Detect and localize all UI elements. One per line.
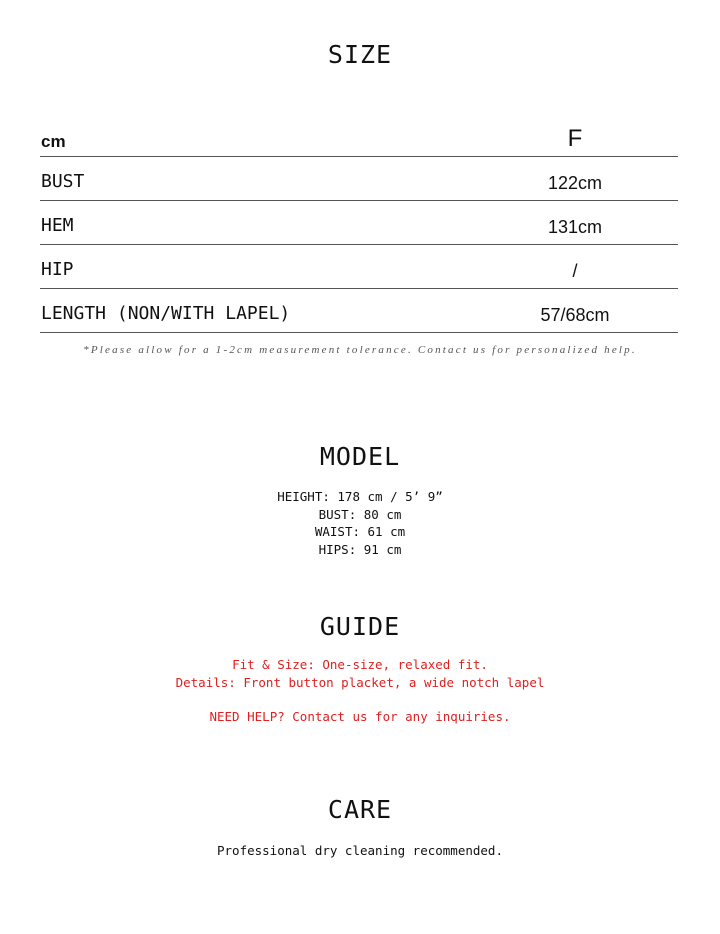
measurement-label: HIP — [41, 259, 74, 280]
guide-details — [0, 656, 720, 692]
measurement-value: / — [572, 261, 578, 281]
size-column-header: F — [567, 125, 583, 152]
measurement-value: 57/68cm — [540, 305, 610, 325]
measurement-tolerance-note: *Please allow for a 1-2cm measurement tolerance. Contact us for personalized help. — [83, 344, 637, 356]
size-row-bust — [40, 157, 678, 201]
measurement-label: HEM — [41, 215, 74, 236]
measurement-label: BUST — [41, 171, 85, 192]
guide-fit-size: Fit & Size: One-size, relaxed fit. — [232, 657, 488, 672]
size-table — [40, 118, 678, 333]
measurement-label: LENGTH (NON/WITH LAPEL) — [41, 303, 291, 324]
guide-details-line: Details: Front button placket, a wide notch lapel — [175, 675, 545, 690]
model-hips: HIPS: 91 cm — [318, 541, 402, 557]
care-section-title: CARE — [327, 795, 393, 824]
model-measurements — [0, 488, 720, 558]
measurement-value: 131cm — [547, 217, 603, 237]
size-section-title: SIZE — [327, 40, 393, 69]
model-height: HEIGHT: 178 cm / 5’ 9” — [277, 489, 443, 504]
size-table-header — [40, 118, 678, 157]
guide-section-title: GUIDE — [319, 612, 401, 641]
size-row-length — [40, 289, 678, 333]
model-section-title: MODEL — [319, 442, 401, 471]
care-instructions: Professional dry cleaning recommended. — [217, 843, 503, 858]
model-waist: WAIST: 61 cm — [314, 524, 406, 539]
size-row-hip — [40, 245, 678, 289]
measurement-value: 122cm — [547, 173, 603, 193]
model-bust: BUST: 80 cm — [318, 506, 402, 522]
help-text: NEED HELP? Contact us for any inquiries. — [209, 709, 511, 724]
size-row-hem — [40, 201, 678, 245]
unit-label: cm — [41, 132, 66, 151]
